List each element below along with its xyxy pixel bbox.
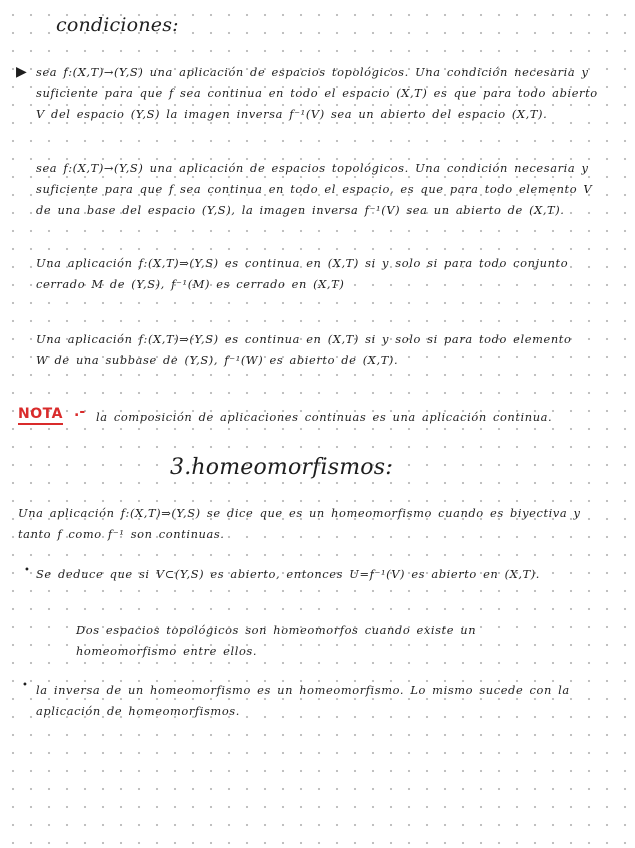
paragraph-condition-closed-sets: Una aplicación f:(X,T)⇒(Y,S) es continua en (X,T) si y solo si para todo conjunto cerrado M de (Y,S), f⁻¹(M) es cerrado en (X,T) xyxy=(36,256,569,291)
arrow-bullet-icon: ▶ xyxy=(16,64,27,80)
paragraph-condition-subbase: Una aplicación f:(X,T)⇒(Y,S) es continua en (X,T) si y solo si para todo elemento W de una subbase de (Y,S), f⁻¹(W) es abierto de (X,T). xyxy=(36,332,572,367)
note-dash: .- xyxy=(74,404,86,420)
paragraph-deduction: Se deduce que si V⊂(Y,S) es abierto, entonces U=f⁻¹(V) es abierto en (X,T). xyxy=(36,567,541,581)
note-label: NOTA xyxy=(18,405,63,425)
note-text: la composición de aplicaciones continuas es una aplicación continua. xyxy=(96,410,553,424)
bullet-dot-icon: • xyxy=(24,565,30,576)
paragraph-condition-open-sets: sea f:(X,T)→(Y,S) una aplicación de espacios topológicos. Una condición necesaria y suficiente para que f sea continua en todo el espacio (X,T) es que para todo abierto V del espacio (Y,S) la imagen inversa f⁻¹(V) sea un abierto del espacio (X,T). xyxy=(36,65,598,121)
bullet-dot-icon: • xyxy=(22,680,28,691)
paragraph-condition-base: sea f:(X,T)→(Y,S) una aplicación de espacios topológicos. Una condición necesaria y suficiente para que f sea continua en todo el espacio, es que para todo elemento V de una base del espacio (Y,S), la imagen inversa f⁻¹(V) sea un abierto de (X,T). xyxy=(36,161,593,217)
paragraph-inverse-homeomorphism: la inversa de un homeomorfismo es un homeomorfismo. Lo mismo sucede con la aplicación de homeomorfismos. xyxy=(36,683,570,718)
homeomorphisms-heading: 3.homeomorfismos: xyxy=(170,455,393,480)
paragraph-homeomorphic-spaces: Dos espacios topológicos son homeomorfos cuando existe un homeomorfismo entre ellos. xyxy=(76,623,477,658)
conditions-heading: condiciones: xyxy=(56,14,179,36)
paragraph-homeomorphism-definition: Una aplicación f:(X,T)⇒(Y,S) se dice que es un homeomorfismo cuando es biyectiva y tanto f como f⁻¹ son continuas. xyxy=(18,506,581,541)
